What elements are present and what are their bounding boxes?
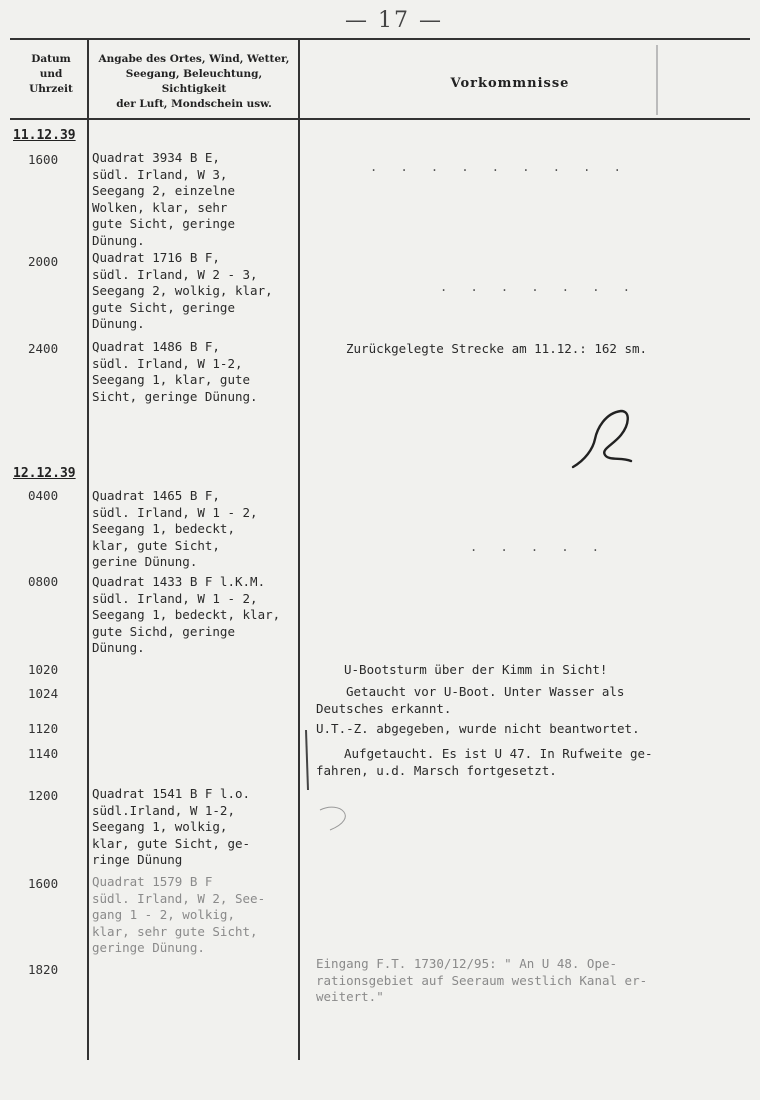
time-entry: 2400 (28, 341, 59, 356)
time-entry: 1020 (28, 662, 59, 677)
dotted-leader: . . . . . . . (440, 280, 638, 294)
position-weather-entry: Quadrat 1579 B F südl. Irland, W 2, See- gang 1 - 2, wolkig, klar, sehr gute Sicht, geringe Dünung. (92, 874, 266, 955)
event-entry: Eingang F.T. 1730/12/95: " An U 48. Ope- rationsgebiet auf Seeraum westlich Kanal er- weitert." (316, 956, 648, 1004)
header-place-weather: Angabe des Ortes, Wind, Wetter, Seegang, Beleuchtung, Sichtigkeit der Luft, Mondschein usw. (98, 53, 290, 110)
time-entry: 0800 (28, 574, 59, 589)
event-entry: Getaucht vor U-Boot. Unter Wasser als Deutsches erkannt. (316, 684, 625, 716)
time-entry: 1120 (28, 721, 59, 736)
handwritten-signature (565, 405, 645, 475)
time-entry: 1200 (28, 788, 59, 803)
header-events: Vorkommnisse (450, 76, 570, 91)
time-entry: 1140 (28, 746, 59, 761)
position-weather-entry: Quadrat 3934 B E, südl. Irland, W 3, Seegang 2, einzelne Wolken, klar, sehr gute Sicht, geringe Dünung. (92, 150, 235, 248)
time-entry: 1600 (28, 152, 59, 167)
column-rule-3 (656, 45, 658, 115)
position-weather-entry: Quadrat 1486 B F, südl. Irland, W 1-2, Seegang 1, klar, gute Sicht, geringe Dünung. (92, 339, 258, 404)
header-top-rule (10, 38, 750, 40)
event-entry: Aufgetaucht. Es ist U 47. In Rufweite ge- fahren, u.d. Marsch fortgesetzt. (316, 746, 653, 778)
time-entry: 1024 (28, 686, 59, 701)
position-weather-entry: Quadrat 1465 B F, südl. Irland, W 1 - 2, Seegang 1, bedeckt, klar, gute Sicht, gerine Dünung. (92, 488, 258, 569)
header-date-time: Datum und Uhrzeit (29, 53, 73, 95)
pencil-marks (300, 700, 420, 840)
time-entry: 1600 (28, 876, 59, 891)
time-entry: 2000 (28, 254, 59, 269)
time-entry: 0400 (28, 488, 59, 503)
position-weather-entry: Quadrat 1716 B F, südl. Irland, W 2 - 3, Seegang 2, wolkig, klar, gute Sicht, geringe Dünung. (92, 250, 273, 331)
event-entry: U.T.-Z. abgegeben, wurde nicht beantwortet. (316, 721, 640, 736)
page-number: — 17 — (345, 8, 443, 33)
time-entry: 1820 (28, 962, 59, 977)
header-bottom-rule (10, 118, 750, 120)
event-entry: Zurückgelegte Strecke am 11.12.: 162 sm. (346, 341, 648, 356)
column-rule-1 (87, 38, 89, 1060)
event-entry: U-Bootsturm über der Kimm in Sicht! (344, 662, 608, 677)
dotted-leader: . . . . . (470, 540, 608, 554)
dotted-leader: . . . . . . . . . (370, 160, 629, 174)
date-entry: 12.12.39 (13, 466, 76, 481)
date-entry: 11.12.39 (13, 128, 76, 143)
position-weather-entry: Quadrat 1541 B F l.o. südl.Irland, W 1-2, Seegang 1, wolkig, klar, gute Sicht, ge- ringe Dünung (92, 786, 251, 867)
position-weather-entry: Quadrat 1433 B F l.K.M. südl. Irland, W 1 - 2, Seegang 1, bedeckt, klar, gute Sichd, geringe Dünung. (92, 574, 281, 655)
